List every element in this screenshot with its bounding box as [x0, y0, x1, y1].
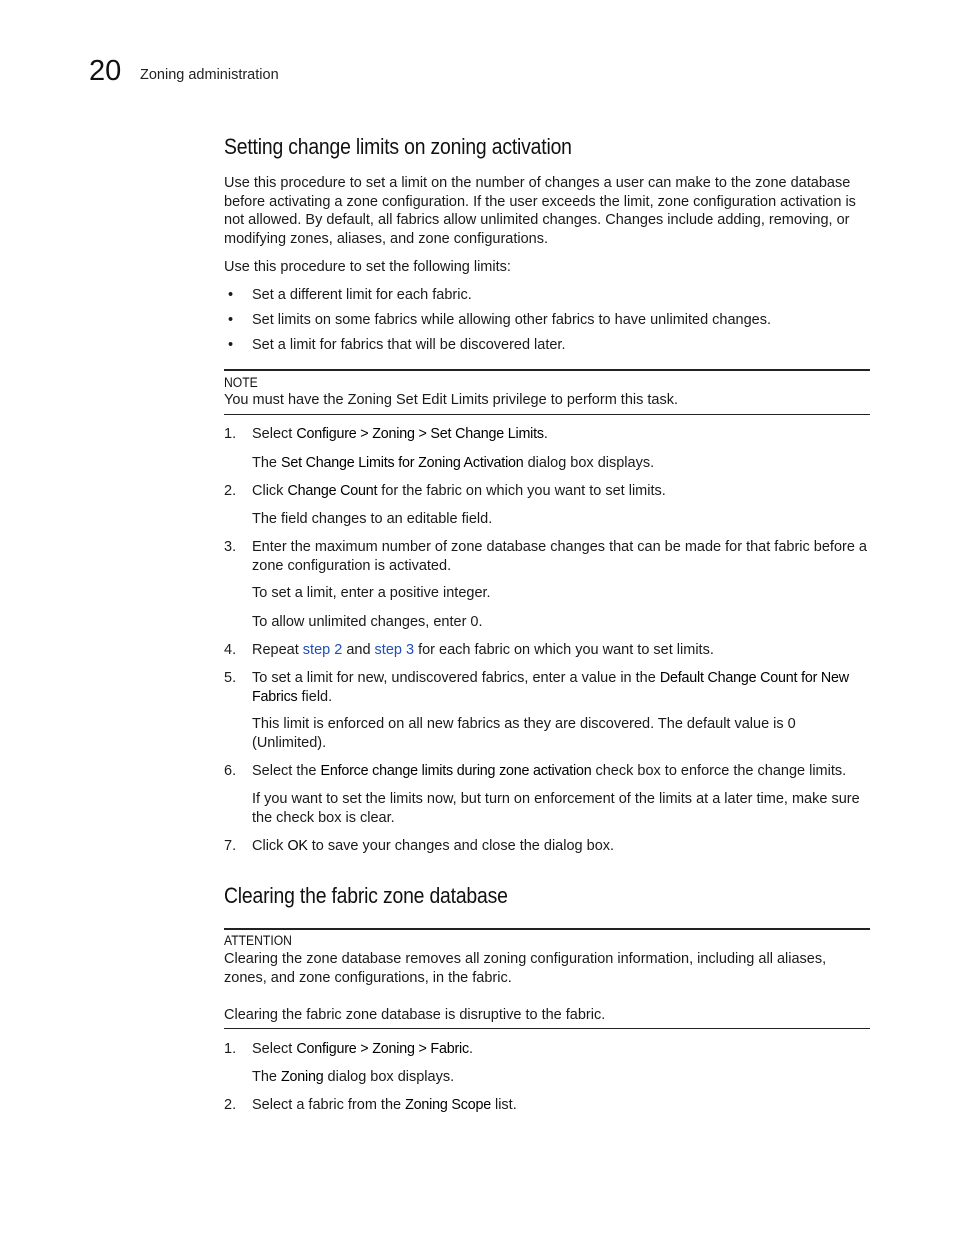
bullet-icon: •	[228, 312, 234, 328]
section-title-change-limits: Setting change limits on zoning activation	[224, 134, 572, 159]
attention-text-1: Clearing the zone database removes all zoning configuration information, including all aliases, zones, and zone configurations, in the fabric.	[224, 951, 827, 986]
step-3-detail-1: To set a limit, enter a positive integer.	[252, 585, 491, 601]
attention-text-2: Clearing the fabric zone database is disruptive to the fabric.	[224, 1007, 606, 1023]
chapter-number: 20	[89, 55, 122, 87]
clear-step-1-result: The Zoning dialog box displays.	[252, 1069, 455, 1085]
step-3-link[interactable]: step 3	[374, 642, 415, 658]
step-6-detail: If you want to set the limits now, but turn on enforcement of the limits at a later time, make sure the check box is clear.	[252, 791, 860, 826]
attention-bottom-rule	[224, 1028, 870, 1029]
ui-element-name: Change Count	[287, 483, 378, 499]
step-3-detail-2: To allow unlimited changes, enter 0.	[252, 614, 483, 630]
menu-path: Configure > Zoning > Set Change Limits	[296, 426, 544, 442]
step-2-link[interactable]: step 2	[302, 642, 343, 658]
attention-top-rule	[224, 928, 870, 930]
dialog-name: Set Change Limits for Zoning Activation	[281, 455, 524, 471]
step-1-result: The Set Change Limits for Zoning Activation dialog box displays.	[252, 455, 655, 471]
step-5-detail: This limit is enforced on all new fabrics as they are discovered. The default value is 0 (Unlimited).	[252, 716, 796, 751]
note-top-rule	[224, 369, 870, 371]
note-label: NOTE	[224, 375, 258, 390]
checkbox-name: Enforce change limits during zone activation	[320, 763, 592, 779]
bullet-icon: •	[228, 337, 234, 353]
note-bottom-rule	[224, 414, 870, 415]
button-name: OK	[287, 838, 308, 854]
bullet-icon: •	[228, 287, 234, 303]
chapter-title: Zoning administration	[140, 67, 279, 83]
section-title-clearing: Clearing the fabric zone database	[224, 883, 508, 908]
attention-label: ATTENTION	[224, 933, 292, 948]
list-name: Zoning Scope	[405, 1097, 491, 1113]
intro-paragraph: Use this procedure to set a limit on the number of changes a user can make to the zone database before activating a zone configuration. If the user exceeds the limit, zone configuration activation is not allowed. By default, all fabrics allow unlimited changes. Changes include adding, removing, or modifying zones, aliases, and zone configurations.	[224, 175, 856, 247]
menu-path: Configure > Zoning > Fabric	[296, 1041, 469, 1057]
lead-paragraph: Use this procedure to set the following limits:	[224, 259, 511, 275]
note-text: You must have the Zoning Set Edit Limits privilege to perform this task.	[224, 392, 679, 408]
field-name: Default Change Count for New Fabrics	[252, 670, 849, 705]
dialog-name: Zoning	[281, 1069, 324, 1085]
step-2-result: The field changes to an editable field.	[252, 511, 493, 527]
